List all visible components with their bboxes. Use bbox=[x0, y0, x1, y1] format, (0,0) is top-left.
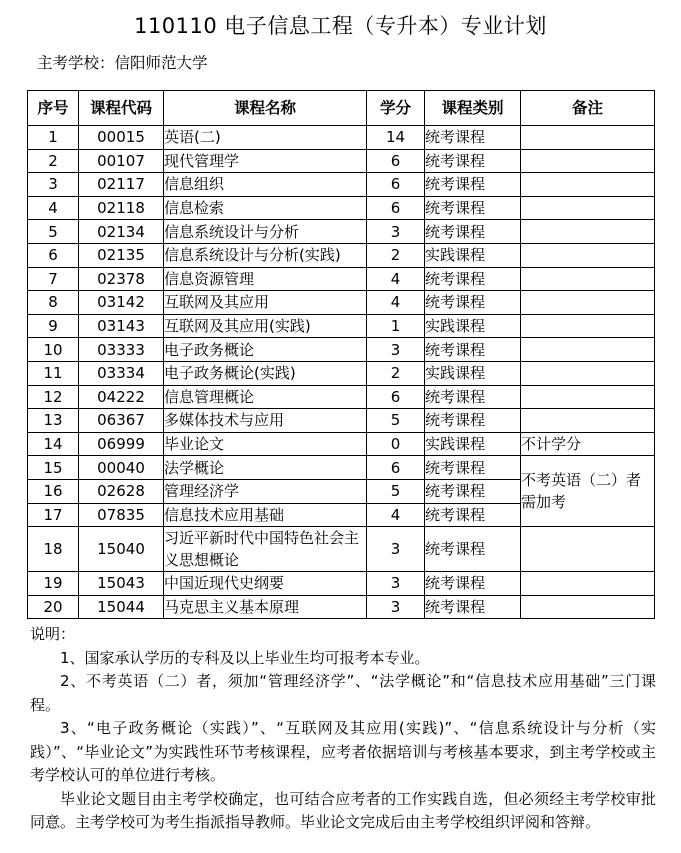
table-row bbox=[28, 126, 655, 150]
remark-empty bbox=[521, 267, 655, 291]
row-code: 04222 bbox=[79, 385, 164, 409]
row-course-type: 统考课程 bbox=[425, 196, 521, 220]
remark-empty bbox=[521, 527, 655, 572]
row-course-type: 统考课程 bbox=[425, 267, 521, 291]
row-no: 5 bbox=[28, 220, 79, 244]
row-credit: 14 bbox=[367, 126, 425, 150]
remark-empty bbox=[521, 338, 655, 362]
row-course-name: 电子政务概论 bbox=[164, 338, 367, 362]
header-no: 序号 bbox=[28, 91, 79, 126]
row-course-name: 信息系统设计与分析(实践) bbox=[164, 243, 367, 267]
remark-empty bbox=[521, 595, 655, 619]
row-no: 20 bbox=[28, 595, 79, 619]
remark-no-credit: 不计学分 bbox=[521, 432, 655, 456]
row-code: 03142 bbox=[79, 291, 164, 315]
row-no: 18 bbox=[28, 527, 79, 572]
note-item-3: 3、“电子政务概论（实践）”、“互联网及其应用(实践)”、“信息系统设计与分析（实践）”、“毕业论文”为实践性环节考核课程，应考者依据培训与考核基本要求，到主考学校或主考学校认可的单位进行考核。 bbox=[30, 719, 656, 784]
row-credit: 3 bbox=[367, 572, 425, 596]
table-row bbox=[28, 149, 655, 173]
row-code: 00040 bbox=[79, 456, 164, 480]
row-course-name: 毕业论文 bbox=[164, 432, 367, 456]
table-row bbox=[28, 527, 655, 572]
row-course-type: 统考课程 bbox=[425, 595, 521, 619]
row-credit: 6 bbox=[367, 149, 425, 173]
table-row bbox=[28, 456, 655, 480]
row-course-type: 实践课程 bbox=[425, 432, 521, 456]
row-no: 11 bbox=[28, 361, 79, 385]
page-title: 110110 电子信息工程（专升本）专业计划 bbox=[134, 14, 547, 38]
row-no: 15 bbox=[28, 456, 79, 480]
row-credit: 6 bbox=[367, 385, 425, 409]
remark-empty bbox=[521, 385, 655, 409]
row-course-name: 信息技术应用基础 bbox=[164, 503, 367, 527]
remark-empty bbox=[521, 314, 655, 338]
row-no: 3 bbox=[28, 173, 79, 197]
row-course-type: 统考课程 bbox=[425, 220, 521, 244]
row-no: 6 bbox=[28, 243, 79, 267]
header-credit: 学分 bbox=[367, 91, 425, 126]
row-no: 13 bbox=[28, 409, 79, 433]
row-code: 06999 bbox=[79, 432, 164, 456]
row-course-name: 信息管理概论 bbox=[164, 385, 367, 409]
row-course-type: 统考课程 bbox=[425, 173, 521, 197]
row-no: 12 bbox=[28, 385, 79, 409]
row-course-name: 信息资源管理 bbox=[164, 267, 367, 291]
row-no: 2 bbox=[28, 149, 79, 173]
remark-empty bbox=[521, 220, 655, 244]
row-code: 02135 bbox=[79, 243, 164, 267]
table-row bbox=[28, 173, 655, 197]
table-row bbox=[28, 243, 655, 267]
row-credit: 3 bbox=[367, 527, 425, 572]
row-credit: 4 bbox=[367, 503, 425, 527]
row-course-name: 互联网及其应用 bbox=[164, 291, 367, 315]
row-no: 8 bbox=[28, 291, 79, 315]
row-no: 19 bbox=[28, 572, 79, 596]
note-item-1: 1、国家承认学历的专科及以上毕业生均可报考本专业。 bbox=[60, 648, 430, 667]
row-code: 15044 bbox=[79, 595, 164, 619]
header-name: 课程名称 bbox=[164, 91, 367, 126]
row-course-name: 马克思主义基本原理 bbox=[164, 595, 367, 619]
remark-empty bbox=[521, 173, 655, 197]
notes-heading: 说明： bbox=[30, 625, 76, 643]
table-row bbox=[28, 432, 655, 456]
row-course-type: 统考课程 bbox=[425, 338, 521, 362]
table-row bbox=[28, 361, 655, 385]
header-remark: 备注 bbox=[521, 91, 655, 126]
row-credit: 6 bbox=[367, 196, 425, 220]
note-item-4: 毕业论文题目由主考学校确定，也可结合应考者的工作实践自选，但必须经主考学校审批同意。主考学校可为考生指派指导教师。毕业论文完成后由主考学校组织评阅和答辩。 bbox=[30, 789, 656, 831]
row-no: 10 bbox=[28, 338, 79, 362]
table-row bbox=[28, 220, 655, 244]
row-course-type: 统考课程 bbox=[425, 385, 521, 409]
row-code: 07835 bbox=[79, 503, 164, 527]
row-course-type: 实践课程 bbox=[425, 314, 521, 338]
remark-empty bbox=[521, 409, 655, 433]
notes-section bbox=[30, 623, 656, 835]
row-course-name: 管理经济学 bbox=[164, 479, 367, 503]
table-row bbox=[28, 385, 655, 409]
row-course-type: 实践课程 bbox=[425, 361, 521, 385]
host-school: 主考学校：信阳师范大学 bbox=[37, 54, 208, 72]
row-no: 17 bbox=[28, 503, 79, 527]
row-course-type: 统考课程 bbox=[425, 503, 521, 527]
row-no: 16 bbox=[28, 479, 79, 503]
row-credit: 1 bbox=[367, 314, 425, 338]
row-code: 02134 bbox=[79, 220, 164, 244]
row-credit: 2 bbox=[367, 361, 425, 385]
row-code: 06367 bbox=[79, 409, 164, 433]
row-course-name: 信息组织 bbox=[164, 173, 367, 197]
remark-extra-exam: 不考英语（二）者需加考 bbox=[521, 456, 655, 527]
row-course-type: 统考课程 bbox=[425, 149, 521, 173]
row-course-name: 法学概论 bbox=[164, 456, 367, 480]
row-code: 03334 bbox=[79, 361, 164, 385]
row-no: 1 bbox=[28, 126, 79, 150]
table-row bbox=[28, 595, 655, 619]
note-item-2: 2、不考英语（二）者，须加“管理经济学”、“法学概论”和“信息技术应用基础”三门课程。 bbox=[30, 672, 656, 714]
row-course-type: 实践课程 bbox=[425, 243, 521, 267]
row-credit: 6 bbox=[367, 173, 425, 197]
row-course-name: 互联网及其应用(实践) bbox=[164, 314, 367, 338]
row-course-name: 现代管理学 bbox=[164, 149, 367, 173]
table-row bbox=[28, 314, 655, 338]
row-code: 00107 bbox=[79, 149, 164, 173]
row-credit: 2 bbox=[367, 243, 425, 267]
row-code: 02378 bbox=[79, 267, 164, 291]
row-code: 03333 bbox=[79, 338, 164, 362]
row-credit: 3 bbox=[367, 595, 425, 619]
row-course-name: 电子政务概论(实践) bbox=[164, 361, 367, 385]
row-credit: 3 bbox=[367, 338, 425, 362]
row-code: 02628 bbox=[79, 479, 164, 503]
remark-empty bbox=[521, 291, 655, 315]
header-type: 课程类别 bbox=[425, 91, 521, 126]
row-code: 03143 bbox=[79, 314, 164, 338]
row-credit: 0 bbox=[367, 432, 425, 456]
table-row bbox=[28, 267, 655, 291]
row-course-name: 信息系统设计与分析 bbox=[164, 220, 367, 244]
remark-empty bbox=[521, 149, 655, 173]
row-code: 02118 bbox=[79, 196, 164, 220]
row-course-type: 统考课程 bbox=[425, 479, 521, 503]
row-credit: 5 bbox=[367, 409, 425, 433]
row-code: 15043 bbox=[79, 572, 164, 596]
row-course-type: 统考课程 bbox=[425, 126, 521, 150]
row-credit: 4 bbox=[367, 267, 425, 291]
row-code: 00015 bbox=[79, 126, 164, 150]
course-plan-table bbox=[27, 90, 655, 619]
row-code: 02117 bbox=[79, 173, 164, 197]
remark-empty bbox=[521, 196, 655, 220]
row-course-name: 多媒体技术与应用 bbox=[164, 409, 367, 433]
table-header-row bbox=[28, 91, 655, 126]
row-course-name: 英语(二) bbox=[164, 126, 367, 150]
row-no: 9 bbox=[28, 314, 79, 338]
row-no: 14 bbox=[28, 432, 79, 456]
row-no: 4 bbox=[28, 196, 79, 220]
remark-empty bbox=[521, 572, 655, 596]
table-row bbox=[28, 409, 655, 433]
row-credit: 5 bbox=[367, 479, 425, 503]
table-row bbox=[28, 291, 655, 315]
row-course-name: 信息检索 bbox=[164, 196, 367, 220]
remark-empty bbox=[521, 243, 655, 267]
row-code: 15040 bbox=[79, 527, 164, 572]
row-credit: 4 bbox=[367, 291, 425, 315]
header-code: 课程代码 bbox=[79, 91, 164, 126]
row-course-type: 统考课程 bbox=[425, 527, 521, 572]
table-row bbox=[28, 196, 655, 220]
row-no: 7 bbox=[28, 267, 79, 291]
remark-empty bbox=[521, 361, 655, 385]
row-course-name: 习近平新时代中国特色社会主义思想概论 bbox=[164, 527, 367, 572]
row-course-type: 统考课程 bbox=[425, 456, 521, 480]
row-credit: 3 bbox=[367, 220, 425, 244]
row-course-type: 统考课程 bbox=[425, 572, 521, 596]
table-row bbox=[28, 338, 655, 362]
row-credit: 6 bbox=[367, 456, 425, 480]
table-row bbox=[28, 572, 655, 596]
row-course-type: 统考课程 bbox=[425, 409, 521, 433]
row-course-name: 中国近现代史纲要 bbox=[164, 572, 367, 596]
remark-empty bbox=[521, 126, 655, 150]
row-course-type: 统考课程 bbox=[425, 291, 521, 315]
